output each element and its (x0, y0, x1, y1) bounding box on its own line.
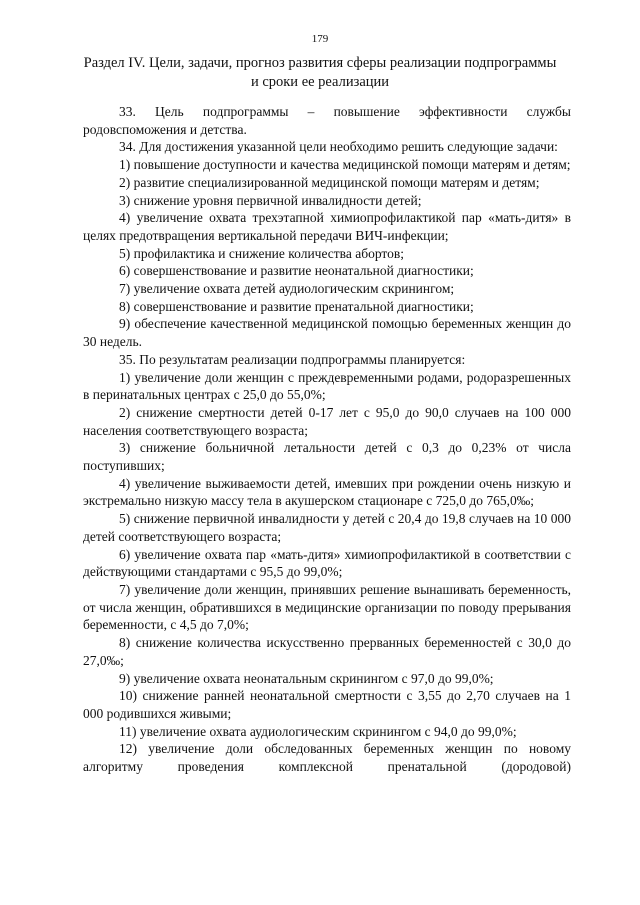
list-item: 1) увеличение доли женщин с преждевременными родами, родоразрешенных в перинатальных центрах с 25,0 до 55,0%; (83, 369, 571, 403)
list-item: 3) снижение уровня первичной инвалидности детей; (119, 192, 422, 208)
document-body (83, 103, 571, 776)
paragraph: 33. Цель подпрограммы – повышение эффективности службы родовспоможения и детства. (83, 104, 571, 137)
list-item: 8) снижение количества искусственно прерванных беременностей с 30,0 до 27,0‰; (83, 635, 571, 668)
list-item: 8) совершенствование и развитие пренатальной диагностики; (119, 298, 474, 314)
list-item: 7) увеличение доли женщин, принявших решение вынашивать беременность, от числа женщин, обратившихся в медицинские организации по поводу прерывания беременности, с 4,5 до 7,0%; (83, 581, 571, 633)
list-item: 6) совершенствование и развитие неонатальной диагностики; (119, 263, 474, 279)
list-item: 12) увеличение доли обследованных беременных женщин по новому алгоритму проведения комплексной пренатальной (дородовой) (83, 741, 571, 775)
list-item: 10) снижение ранней неонатальной смертности с 3,55 до 2,70 случаев на 1 000 родившихся живыми; (83, 688, 571, 721)
list-item: 4) увеличение охвата трехэтапной химиопрофилактикой пар «мать-дитя» в целях предотвращения вертикальной передачи ВИЧ-инфекции; (83, 210, 571, 243)
section-heading: Раздел IV. Цели, задачи, прогноз развития сферы реализации подпрограммы и сроки ее реализации (83, 55, 557, 90)
list-item: 3) снижение больничной летальности детей с 0,3 до 0,23% от числа поступивших; (83, 440, 571, 474)
list-item: 6) увеличение охвата пар «мать-дитя» химиопрофилактикой в соответствии с действующими стандартами с 95,5 до 99,0%; (83, 546, 571, 580)
list-item: 9) увеличение охвата неонатальным скринингом с 97,0 до 99,0%; (119, 670, 494, 686)
list-item: 9) обеспечение качественной медицинской помощью беременных женщин до 30 недель. (83, 316, 571, 350)
list-item: 5) снижение первичной инвалидности у детей с 20,4 до 19,8 случаев на 10 000 детей соответствующего возраста; (83, 511, 571, 544)
list-item: 7) увеличение охвата детей аудиологическим скринингом; (119, 281, 455, 297)
paragraph: 34. Для достижения указанной цели необходимо решить следующие задачи: (119, 139, 558, 155)
list-item: 1) повышение доступности и качества медицинской помощи матерям и детям; (119, 157, 571, 173)
page-number: 179 (311, 33, 329, 45)
paragraph: 35. По результатам реализации подпрограммы планируется: (119, 351, 466, 367)
list-item: 2) развитие специализированной медицинской помощи матерям и детям; (119, 174, 540, 190)
list-item: 2) снижение смертности детей 0-17 лет с 95,0 до 90,0 случаев на 100 000 населения соответствующего возраста; (83, 404, 571, 438)
list-item: 4) увеличение выживаемости детей, имевших при рождении очень низкую и экстремально низкую массу тела в акушерском стационаре с 725,0 до 765,0‰; (83, 475, 571, 509)
list-item: 11) увеличение охвата аудиологическим скринингом с 94,0 до 99,0%; (119, 723, 517, 739)
list-item: 5) профилактика и снижение количества абортов; (119, 245, 405, 261)
